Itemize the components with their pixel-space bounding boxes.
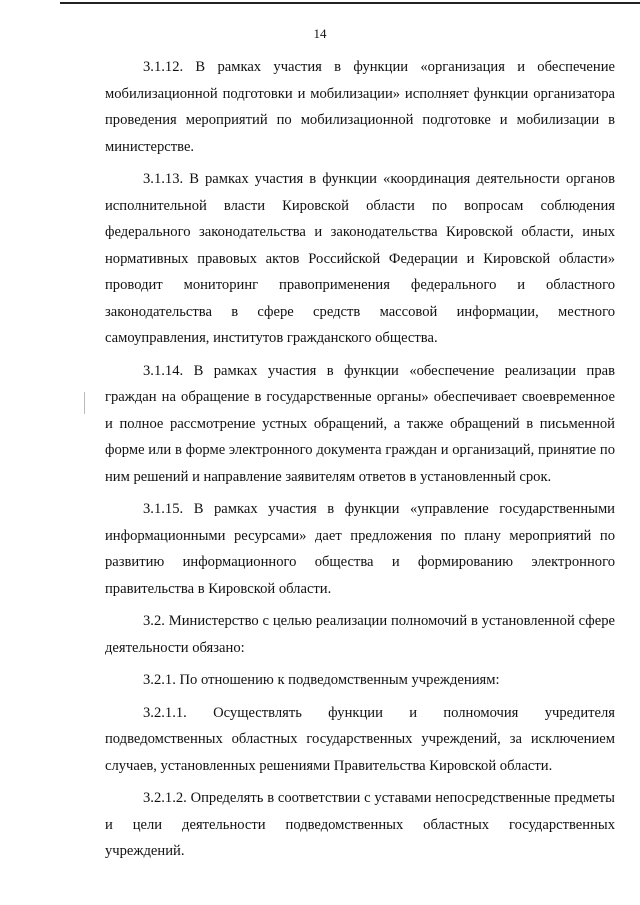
paragraph-3-2: 3.2. Министерство с целью реализации полномочий в установленной сфере деятельности обязано:	[105, 613, 615, 656]
paragraph-3-2-1-2: 3.2.1.2. Определять в соответствии с уставами непосредственные предметы и цели деятельности подведомственных областных государственных учреждений.	[105, 790, 615, 859]
paragraph-3-1-14: 3.1.14. В рамках участия в функции «обеспечение реализации прав граждан на обращение в государственные органы» обеспечивает своевременное и полное рассмотрение устных обращений, а также обращений в письменной форме или в форме электронного документа граждан и организаций, принятие по ним решений и направление заявителям ответов в установленный срок.	[105, 362, 615, 485]
paragraph-3-2-1: 3.2.1. По отношению к подведомственным учреждениям:	[143, 672, 500, 688]
top-border-line	[60, 2, 640, 4]
page-number: 14	[313, 26, 327, 41]
paragraph-3-1-15: 3.1.15. В рамках участия в функции «управление государственными информационными ресурсами» дает предложения по плану мероприятий по развитию информационного общества и формированию электронного правительства в Кировской области.	[105, 501, 615, 597]
paragraph-3-2-1-1: 3.2.1.1. Осуществлять функции и полномочия учредителя подведомственных областных государственных учреждений, за исключением случаев, установленных решениями Правительства Кировской области.	[105, 704, 615, 774]
paragraph-3-1-12: 3.1.12. В рамках участия в функции «организация и обеспечение мобилизационной подготовки и мобилизации» исполняет функции организатора проведения мероприятий по мобилизационной подготовке и мобилизации в министерстве.	[105, 59, 615, 155]
document-body	[105, 54, 615, 871]
paragraph-3-1-13: 3.1.13. В рамках участия в функции «координация деятельности органов исполнительной власти Кировской области по вопросам соблюдения федерального законодательства и законодательства Кировской области, иных нормативных правовых актов Российской Федерации и Кировской области» проводит мониторинг правоприменения федерального и областного законодательства в сфере средств массовой информации, местного самоуправления, институтов гражданского общества.	[105, 171, 615, 346]
margin-scan-mark	[84, 392, 85, 414]
